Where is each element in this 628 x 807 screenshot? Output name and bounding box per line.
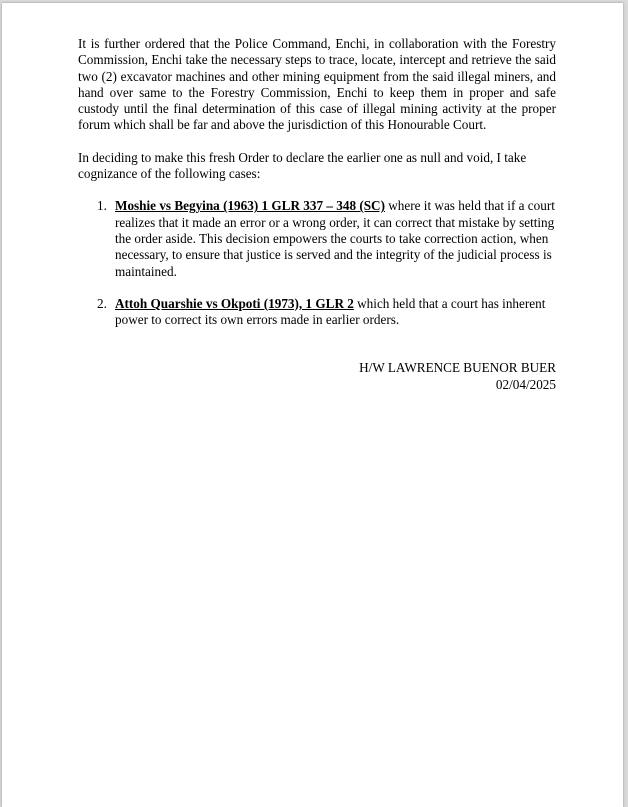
signature-date: 02/04/2025 — [495, 376, 556, 392]
case-list — [78, 198, 556, 328]
case-citation: Moshie vs Begyina (1963) 1 GLR 337 – 348 (SC) — [115, 198, 385, 214]
judge-name: H/W LAWRENCE BUENOR BUER — [359, 360, 556, 376]
order-paragraph: It is further ordered that the Police Command, Enchi, in collaboration with the Forestry Commission, Enchi take the necessary steps to trace, locate, intercept and retrieve the said two (2) excavator machines and other mining equipment from the said illegal miners, and hand over same to the Forestry Commission, Enchi to keep them in proper and safe custody until the final determination of this case of illegal mining activity at the proper forum which shall be far and above the jurisdiction of this Honourable Court. — [78, 36, 556, 133]
case-citation: Attoh Quarshie vs Okpoti (1973), 1 GLR 2 — [115, 295, 354, 311]
case-number: 2. — [97, 295, 107, 311]
case-description: where it was held that if a court realizes that it made an error or a wrong order, it can correct that mistake by setting the order aside. This decision empowers the courts to take correction action, when necessary, to ensure that justice is served and the integrity of the judicial process is maintained. — [115, 198, 555, 279]
case-list-item — [78, 296, 556, 329]
case-number: 1. — [97, 198, 107, 214]
signature-block — [78, 360, 556, 393]
case-list-item — [78, 198, 556, 279]
cognizance-paragraph: In deciding to make this fresh Order to declare the earlier one as null and void, I take cognizance of the following cases: — [78, 149, 527, 182]
document-body — [78, 36, 556, 393]
document-page — [2, 3, 623, 807]
case-description: which held that a court has inherent power to correct its own errors made in earlier orders. — [115, 295, 546, 328]
